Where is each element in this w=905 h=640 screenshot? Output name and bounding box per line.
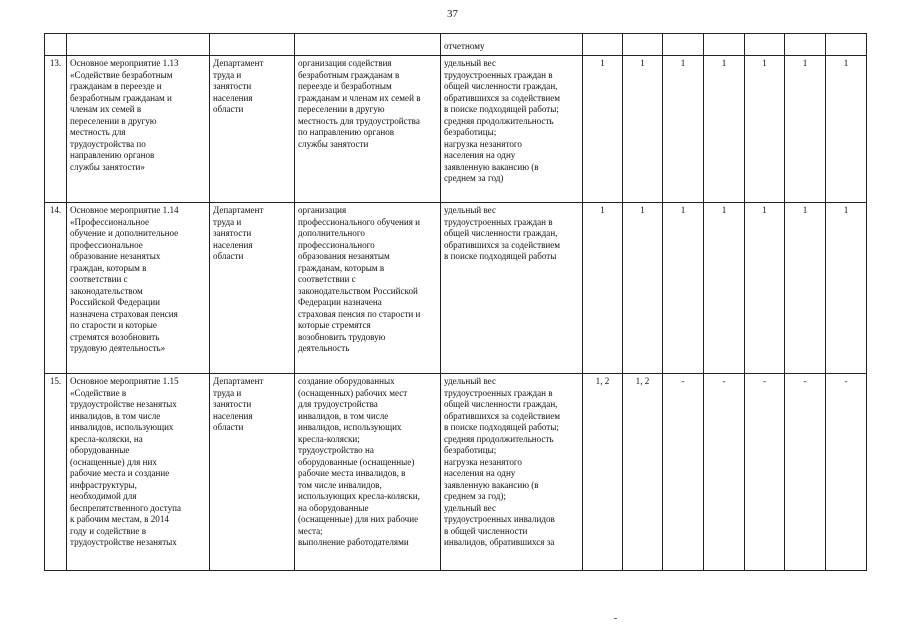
year-mark: 1	[745, 203, 785, 374]
cell-executor	[210, 34, 295, 56]
year-mark: 1, 2	[623, 374, 663, 571]
cell-num	[45, 34, 67, 56]
year-mark: -	[745, 374, 785, 571]
year-mark: -	[704, 374, 745, 571]
year-mark: 1	[663, 56, 704, 203]
row-number: 15.	[45, 374, 67, 571]
measure-name: Основное мероприятие 1.13 «Содействие безработным гражданам в переезде и безработным гражданам и членам их семей в переселении в другую местность для трудоустройства по направлению органов службы занятости»	[67, 56, 210, 203]
year-mark: -	[663, 374, 704, 571]
scan-speck	[614, 618, 617, 619]
year-mark: 1	[745, 56, 785, 203]
year-mark: 1	[826, 203, 867, 374]
year-mark: -	[826, 374, 867, 571]
year-mark: 1	[785, 203, 826, 374]
year-mark: 1	[704, 56, 745, 203]
executor-name: Департамент труда и занятости населения области	[210, 56, 295, 203]
year-mark: 1, 2	[583, 374, 623, 571]
year-mark: 1	[826, 56, 867, 203]
table-row-continuation	[45, 34, 867, 56]
year-mark: 1	[623, 203, 663, 374]
cell-direction	[295, 34, 441, 56]
year-mark: 1	[583, 56, 623, 203]
cell-year	[623, 34, 663, 56]
year-mark: 1	[785, 56, 826, 203]
row-number: 13.	[45, 56, 67, 203]
measure-name: Основное мероприятие 1.15 «Содействие в трудоустройстве незанятых инвалидов, в том числе инвалидов, использующих кресла-коляски, на оборудованные (оснащенные) для них рабочие места и создание инфраструктуры, необходимой для беспрепятственного доступа к рабочим местам, в 2014 году и содействие в трудоустройстве незанятых	[67, 374, 210, 571]
direction-text: организация содействия безработным гражданам в переезде и безработным гражданам и членам их семей в переселении в другую местность для трудоустройства по направлению органов службы занятости	[295, 56, 441, 203]
cell-year	[583, 34, 623, 56]
year-mark: -	[785, 374, 826, 571]
table-row-14	[45, 203, 867, 374]
table-row-13	[45, 56, 867, 203]
year-mark: 1	[583, 203, 623, 374]
row-number: 14.	[45, 203, 67, 374]
cell-year	[785, 34, 826, 56]
cell-measure	[67, 34, 210, 56]
indicator-text: отчетному	[444, 41, 485, 51]
year-mark: 1	[663, 203, 704, 374]
year-mark: 1	[623, 56, 663, 203]
cell-indicator	[441, 34, 583, 56]
measures-table	[44, 33, 867, 571]
table-row-15	[45, 374, 867, 571]
executor-name: Департамент труда и занятости населения области	[210, 374, 295, 571]
cell-year	[745, 34, 785, 56]
indicator-text: удельный вес трудоустроенных граждан в общей численности граждан, обратившихся за содействием в поиске подходящей работы; средняя продолжительность безработицы; нагрузка незанятого населения на одну заявленную вакансию (в среднем за год); удельный вес трудоустроенных инвалидов в общей численности инвалидов, обратившихся за	[441, 374, 583, 571]
indicator-text: удельный вес трудоустроенных граждан в общей численности граждан, обратившихся за содействием в поиске подходящей работы; средняя продолжительность безработицы; нагрузка незанятого населения на одну заявленную вакансию (в среднем за год)	[441, 56, 583, 203]
year-mark: 1	[704, 203, 745, 374]
cell-year	[663, 34, 704, 56]
indicator-text: удельный вес трудоустроенных граждан в общей численности граждан, обратившихся за содействием в поиске подходящей работы	[441, 203, 583, 374]
executor-name: Департамент труда и занятости населения области	[210, 203, 295, 374]
page-number: 37	[447, 8, 458, 20]
measure-name: Основное мероприятие 1.14 «Профессиональное обучение и дополнительное профессиональное образование незанятых граждан, которым в соответствии с законодательством Российской Федерации назначена страховая пенсия по старости и которые стремятся возобновить трудовую деятельность»	[67, 203, 210, 374]
cell-year	[704, 34, 745, 56]
cell-year	[826, 34, 867, 56]
direction-text: создание оборудованных (оснащенных) рабочих мест для трудоустройства инвалидов, в том числе инвалидов, использующих кресла-коляски; трудоустройство на оборудованные (оснащенные) рабочие места инвалидов, в том числе инвалидов, использующих кресла-коляски, на оборудованные (оснащенные) для них рабочие места; выполнение работодателями	[295, 374, 441, 571]
direction-text: организация профессионального обучения и дополнительного профессионального образования незанятым гражданам, которым в соответствии с законодательством Российской Федерации назначена страховая пенсия по старости и которые стремятся возобновить трудовую деятельность	[295, 203, 441, 374]
